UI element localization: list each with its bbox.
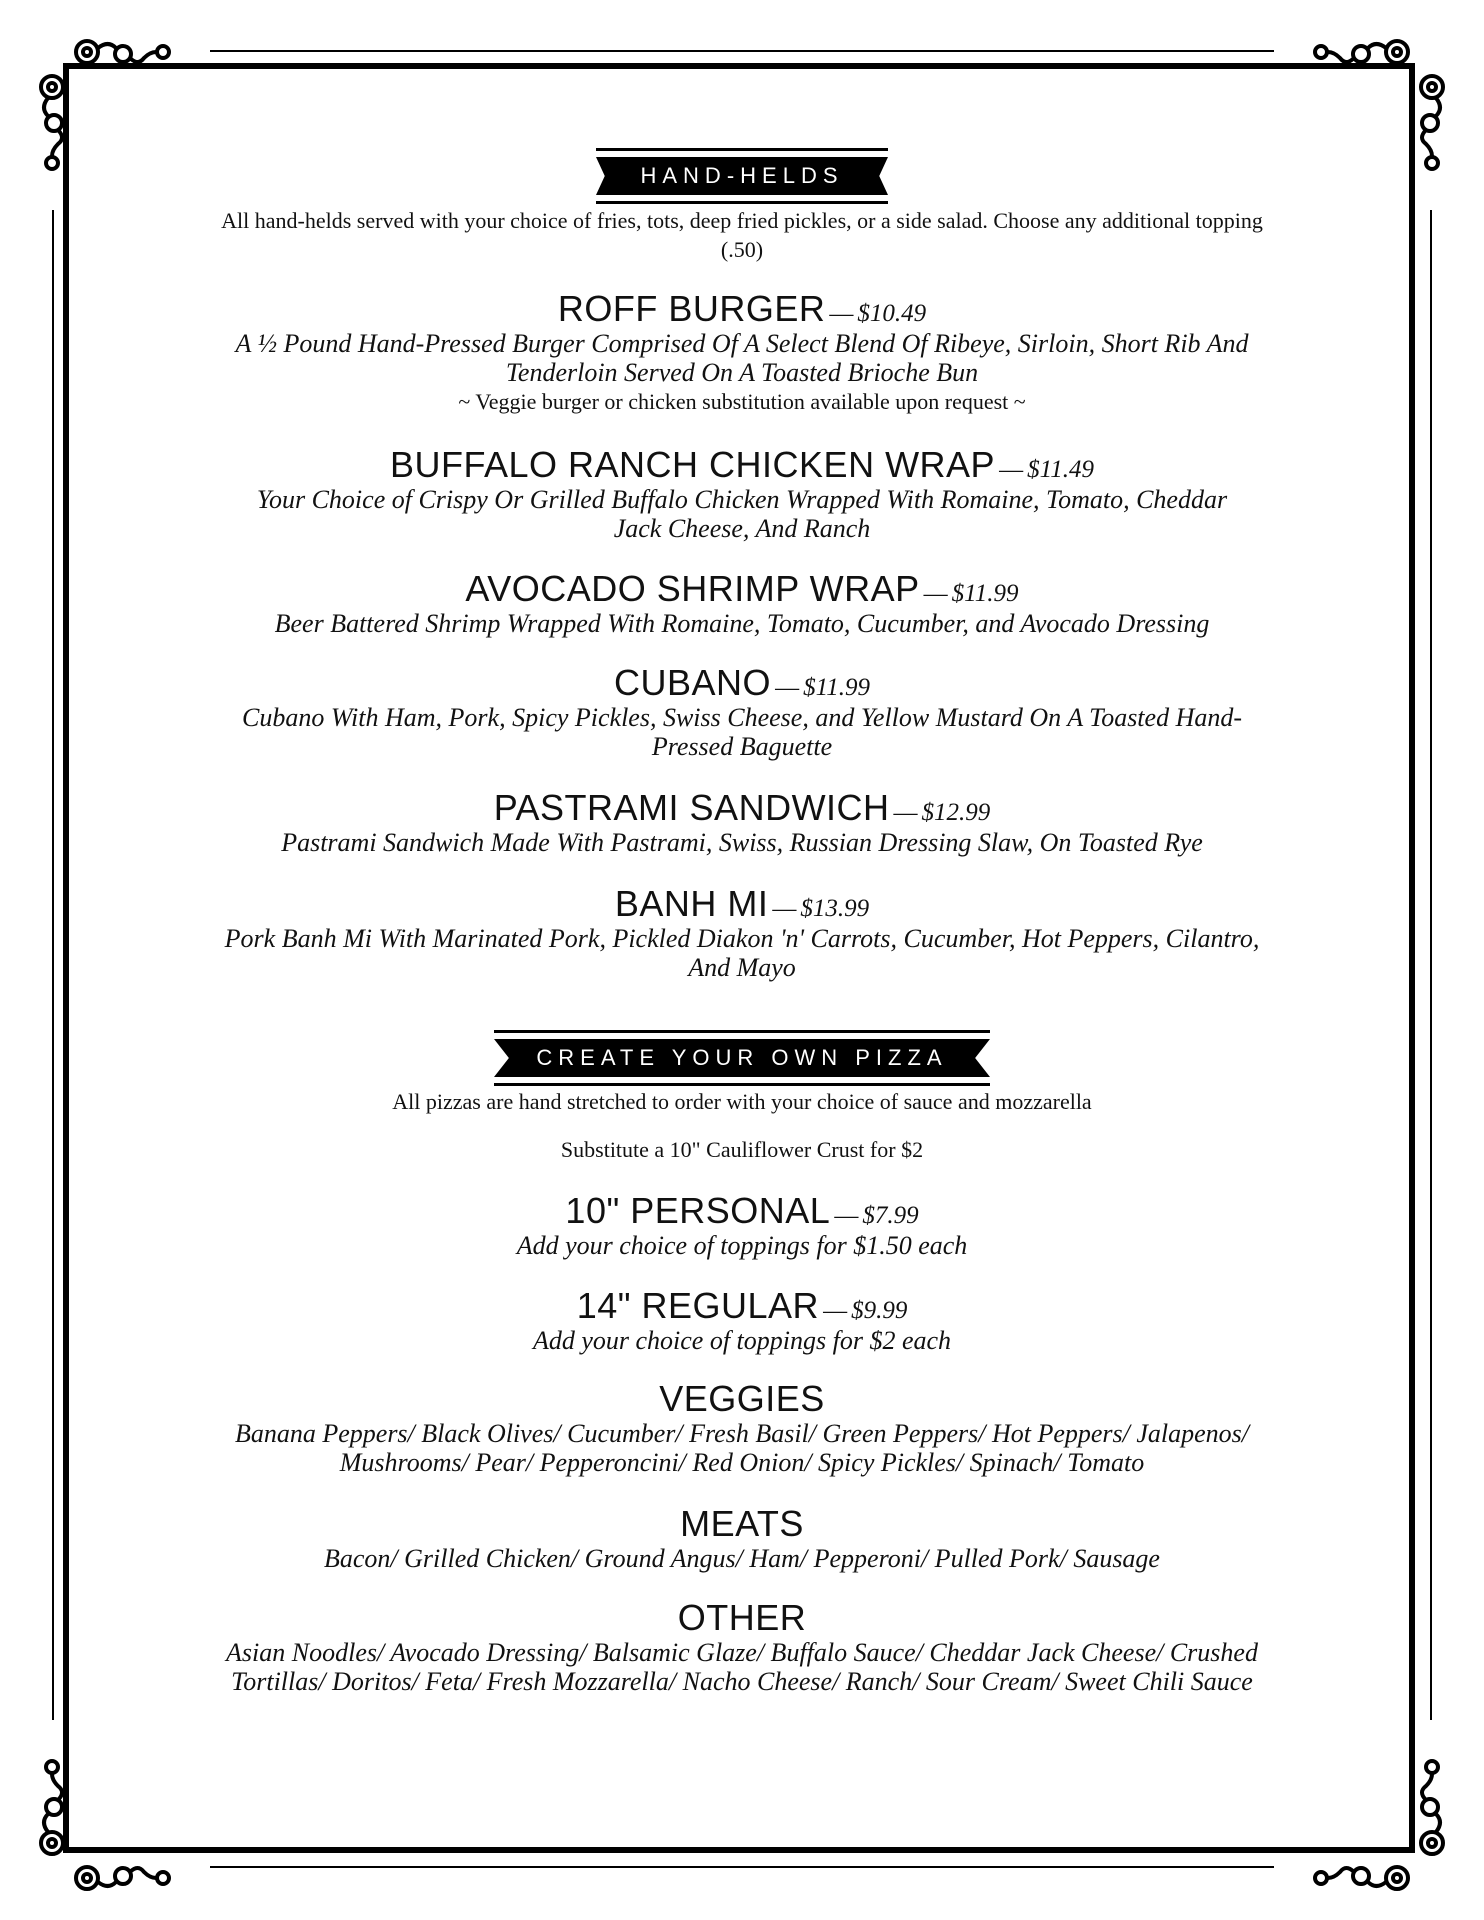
dash: — (829, 301, 854, 327)
topping-group-name: MEATS (680, 1503, 804, 1544)
item-name: CUBANO (614, 662, 772, 703)
menu-item (210, 663, 1274, 761)
pizza-size (180, 1191, 1304, 1260)
item-name: BUFFALO RANCH CHICKEN WRAP (390, 444, 996, 485)
menu-item (230, 445, 1254, 543)
section-title: CREATE YOUR OWN PIZZA (536, 1045, 948, 1070)
dash: — (923, 581, 948, 607)
item-price: $13.99 (800, 895, 870, 922)
item-description: Pastrami Sandwich Made With Pastrami, Swiss, Russian Dressing Slaw, On Toasted Rye (281, 828, 1203, 857)
dash: — (823, 1298, 848, 1324)
menu-item (180, 569, 1304, 638)
size-description: Add your choice of toppings for $2 each (532, 1326, 952, 1355)
section-banner-handhelds (596, 148, 888, 204)
topping-group-name: OTHER (677, 1597, 807, 1638)
item-name: PASTRAMI SANDWICH (493, 787, 890, 828)
item-price: $10.49 (857, 300, 927, 327)
topping-list: Asian Noodles/ Avocado Dressing/ Balsamic Glaze/ Buffalo Sauce/ Cheddar Jack Cheese/ Crushed Tortillas/ Doritos/ Feta/ Fresh Mozzarella/ Nacho Cheese/ Ranch/ Sour Cream/ Sweet Chili Sauce (226, 1638, 1258, 1696)
size-price: $9.99 (851, 1297, 908, 1324)
size-name: 10" PERSONAL (565, 1190, 831, 1231)
item-price: $11.99 (951, 580, 1019, 607)
item-note: ~ Veggie burger or chicken substitution available upon request ~ (458, 389, 1026, 414)
topping-group-name: VEGGIES (659, 1378, 825, 1419)
size-description: Add your choice of toppings for $1.50 each (516, 1231, 968, 1260)
dash: — (893, 800, 918, 826)
topping-group (180, 1504, 1304, 1573)
item-description: Pork Banh Mi With Marinated Pork, Pickled Diakon 'n' Carrots, Cucumber, Hot Peppers, Cilantro, And Mayo (224, 924, 1260, 982)
topping-list: Bacon/ Grilled Chicken/ Ground Angus/ Ham/ Pepperoni/ Pulled Pork/ Sausage (324, 1544, 1160, 1573)
topping-list: Banana Peppers/ Black Olives/ Cucumber/ Fresh Basil/ Green Peppers/ Hot Peppers/ Jalapenos/ Mushrooms/ Pear/ Pepperoncini/ Red Onion/ Spicy Pickles/ Spinach/ Tomato (234, 1419, 1250, 1477)
pizza-intro: All pizzas are hand stretched to order with your choice of sauce and mozzarella (392, 1089, 1092, 1114)
dash: — (775, 675, 800, 701)
item-price: $11.99 (803, 674, 870, 701)
section-banner-pizza (494, 1030, 990, 1086)
section-title: HAND-HELDS (640, 163, 844, 188)
pizza-substitute-note: Substitute a 10" Cauliflower Crust for $2 (560, 1137, 924, 1162)
menu-item (180, 289, 1304, 416)
size-price: $7.99 (862, 1202, 919, 1229)
size-name: 14" REGULAR (576, 1285, 820, 1326)
topping-group (200, 1598, 1284, 1696)
pizza-size (180, 1286, 1304, 1355)
menu-item (210, 884, 1274, 982)
item-description: Cubano With Ham, Pork, Spicy Pickles, Swiss Cheese, and Yellow Mustard On A Toasted Hand-Pressed Baguette (241, 703, 1243, 761)
item-name: BANH MI (614, 883, 769, 924)
menu-item (180, 788, 1304, 857)
dash: — (834, 1203, 859, 1229)
item-description: A ½ Pound Hand-Pressed Burger Comprised Of A Select Blend Of Ribeye, Sirloin, Short Rib And Tenderloin Served On A Toasted Brioche Bun (235, 329, 1249, 387)
item-price: $11.49 (1027, 456, 1094, 483)
item-description: Beer Battered Shrimp Wrapped With Romaine, Tomato, Cucumber, and Avocado Dressing (274, 609, 1210, 638)
handhelds-intro: All hand-helds served with your choice of fries, tots, deep fried pickles, or a side salad. Choose any additional topping (.50) (221, 208, 1263, 262)
item-name: AVOCADO SHRIMP WRAP (465, 568, 920, 609)
dash: — (999, 457, 1024, 483)
item-name: ROFF BURGER (557, 288, 826, 329)
topping-group (200, 1379, 1284, 1477)
item-price: $12.99 (921, 799, 991, 826)
dash: — (772, 896, 797, 922)
item-description: Your Choice of Crispy Or Grilled Buffalo Chicken Wrapped With Romaine, Tomato, Cheddar Jack Cheese, And Ranch (256, 485, 1228, 543)
